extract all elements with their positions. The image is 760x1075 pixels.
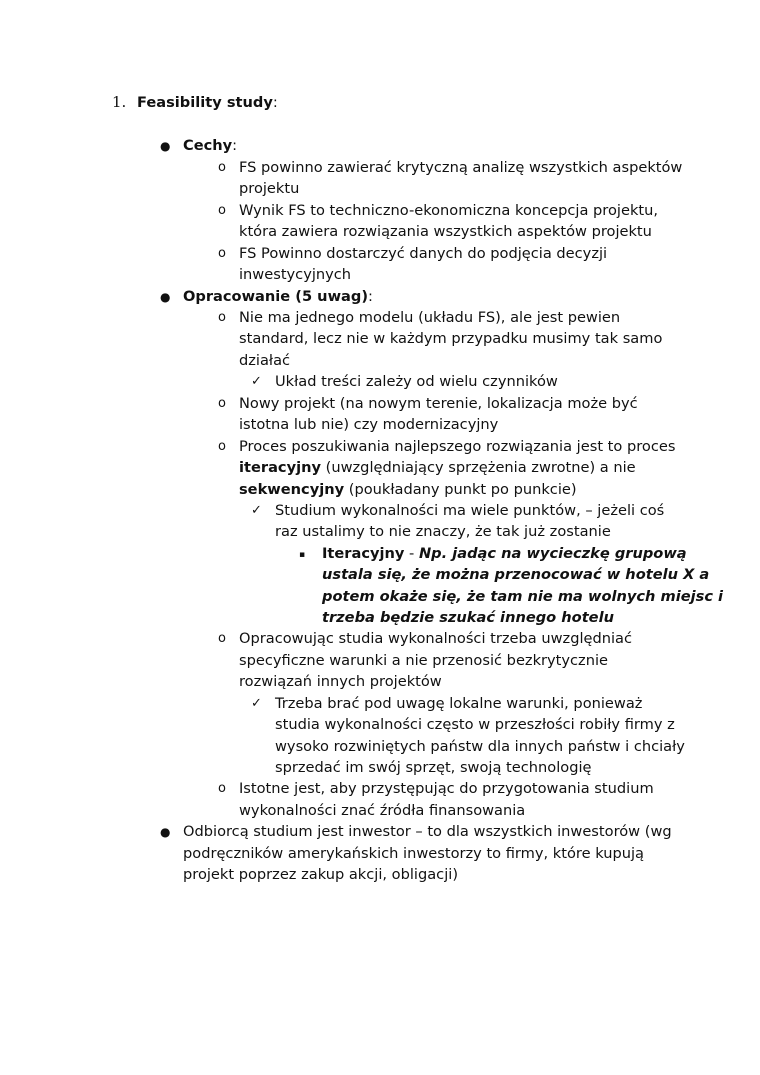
opracowanie-label: Opracowanie (5 uwag) [183,288,369,305]
iteracyjny-example-text-1: Np. jadąc na wycieczkę grupową [418,545,687,562]
cechy-label: Cechy [183,137,233,154]
opracowanie-item-3-line-2-text: (uwzględniający sprzężenia zwrotne) a nie [321,459,636,476]
cechy-item-2-line-2: która zawiera rozwiązania wszystkich aspektów projektu [239,223,652,240]
sub-dash: - [404,545,419,562]
circle-bullet-icon: o [218,631,226,646]
cechy-item-1-line-2: projektu [239,180,300,197]
opracowanie-item-5-line-2: wykonalności znać źródła finansowania [239,802,526,819]
cechy-item-3-line-1: FS Powinno dostarczyć danych do podjęcia decyzji [239,245,608,262]
iteracyjny-sub-term: Iteracyjny [322,545,405,562]
opracowanie-item-3-check-line-1: Studium wykonalności ma wiele punktów, – jeżeli coś [275,502,665,519]
opracowanie-item-3-line-3-text: (poukładany punkt po punkcie) [344,481,577,498]
opracowanie-item-4-check-line-4: sprzedać im swój sprzęt, swoją technologię [275,759,592,776]
opracowanie-item-3-line-2 [239,457,636,478]
iteracyjny-example-line-1 [322,543,687,564]
checkmark-icon: ✓ [251,696,262,711]
opracowanie-item-2-line-1: Nowy projekt (na nowym terenie, lokalizacja może być [239,395,638,412]
cechy-heading [183,135,237,156]
section-heading [137,92,278,113]
opracowanie-item-4-line-2: specyficzne warunki a nie przenosić bezkrytycznie [239,652,608,669]
iteracyjny-example-line-3: potem okaże się, że tam nie ma wolnych miejsc i [322,588,724,605]
bullet-icon: ● [160,290,171,304]
opracowanie-item-1-check: Układ treści zależy od wielu czynników [275,373,558,390]
opracowanie-item-1-line-2: standard, lecz nie w każdym przypadku musimy tak samo [239,330,663,347]
odbiorca-line-2: podręczników amerykańskich inwestorzy to firmy, które kupują [183,845,644,862]
checkmark-icon: ✓ [251,374,262,389]
opracowanie-item-4-check-line-3: wysoko rozwiniętych państw dla innych państw i chciały [275,738,685,755]
heading-colon: : [272,94,278,111]
cechy-colon: : [232,137,238,154]
iteracyjny-example-line-2: ustala się, że można przenocować w hotelu X a [322,566,710,583]
circle-bullet-icon: o [218,439,226,454]
opracowanie-colon: : [368,288,373,305]
circle-bullet-icon: o [218,396,226,411]
odbiorca-line-3: projekt poprzez zakup akcji, obligacji) [183,866,459,883]
iteracyjny-example-line-4: trzeba będzie szukać innego hotelu [322,609,614,626]
opracowanie-item-1-line-1: Nie ma jednego modelu (układu FS), ale jest pewien [239,309,621,326]
bullet-icon: ● [160,139,171,153]
opracowanie-item-4-line-1: Opracowując studia wykonalności trzeba uwzględniać [239,630,633,647]
opracowanie-item-4-check-line-1: Trzeba brać pod uwagę lokalne warunki, ponieważ [275,695,643,712]
opracowanie-item-4-check-line-2: studia wykonalności często w przeszłości robiły firmy z [275,716,675,733]
circle-bullet-icon: o [218,203,226,218]
circle-bullet-icon: o [218,781,226,796]
checkmark-icon: ✓ [251,503,262,518]
bullet-icon: ● [160,825,171,839]
cechy-item-2-line-1: Wynik FS to techniczno-ekonomiczna koncepcja projektu, [239,202,659,219]
circle-bullet-icon: o [218,160,226,175]
opracowanie-item-3-check-line-2: raz ustalimy to nie znaczy, że tak już zostanie [275,523,611,540]
section-title: Feasibility study [137,94,273,111]
opracowanie-item-3-line-3 [239,479,577,500]
opracowanie-item-2-line-2: istotna lub nie) czy modernizacyjny [239,416,499,433]
opracowanie-item-4-line-3: rozwiązań innych projektów [239,673,442,690]
cechy-item-3-line-2: inwestycyjnych [239,266,352,283]
opracowanie-item-5-line-1: Istotne jest, aby przystępując do przygotowania studium [239,780,654,797]
cechy-item-1-line-1: FS powinno zawierać krytyczną analizę wszystkich aspektów [239,159,683,176]
opracowanie-item-1-line-3: działać [239,352,291,369]
opracowanie-item-3-line-1: Proces poszukiwania najlepszego rozwiązania jest to proces [239,438,676,455]
opracowanie-heading [183,286,373,307]
iteracyjny-term: iteracyjny [239,459,321,476]
circle-bullet-icon: o [218,246,226,261]
odbiorca-line-1: Odbiorcą studium jest inwestor – to dla wszystkich inwestorów (wg [183,823,672,840]
sekwencyjny-term: sekwencyjny [239,481,345,498]
list-number: 1. [112,93,127,111]
circle-bullet-icon: o [218,310,226,325]
square-bullet-icon: ▪ [299,550,306,560]
